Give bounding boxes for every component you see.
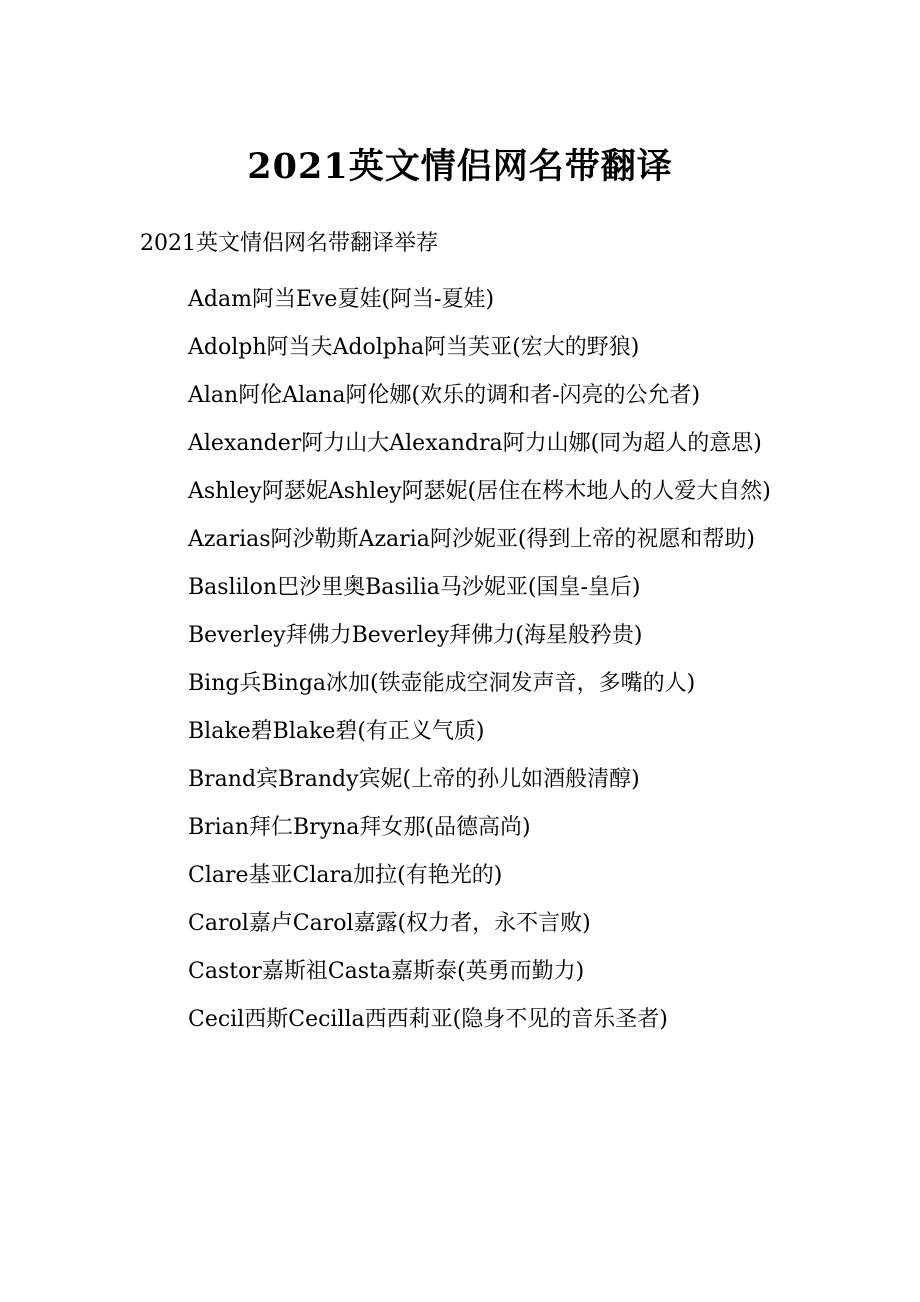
list-item: Ashley阿瑟妮Ashley阿瑟妮(居住在梣木地人的人爱大自然) <box>188 479 771 504</box>
list-item: Adolph阿当夫Adolpha阿当芙亚(宏大的野狼) <box>188 335 640 360</box>
list-item: Blake碧Blake碧(有正义气质) <box>188 719 485 744</box>
list-item: Brand宾Brandy宾妮(上帝的孙儿如酒般清醇) <box>188 767 640 792</box>
list-item: Baslilon巴沙里奥Basilia马沙妮亚(国皇-皇后) <box>188 575 641 600</box>
list-item: Bing兵Binga冰加(铁壶能成空洞发声音，多嘴的人) <box>188 671 696 696</box>
list-item: Castor嘉斯祖Casta嘉斯泰(英勇而勤力) <box>188 959 585 984</box>
list-item: Beverley拜佛力Beverley拜佛力(海星般矜贵) <box>188 623 643 648</box>
list-item: Clare基亚Clara加拉(有艳光的) <box>188 863 503 888</box>
list-item: Adam阿当Eve夏娃(阿当-夏娃) <box>188 287 495 312</box>
list-item: Cecil西斯Cecilla西西莉亚(隐身不见的音乐圣者) <box>188 1007 668 1032</box>
list-item: Alexander阿力山大Alexandra阿力山娜(同为超人的意思) <box>188 431 762 456</box>
list-item: Carol嘉卢Carol嘉露(权力者，永不言败) <box>188 911 591 936</box>
document-subtitle: 2021英文情侣网名带翻译举荐 <box>140 231 438 256</box>
list-item: Azarias阿沙勒斯Azaria阿沙妮亚(得到上帝的祝愿和帮助) <box>188 527 755 552</box>
list-item: Alan阿伦Alana阿伦娜(欢乐的调和者-闪亮的公允者) <box>188 383 701 408</box>
name-list <box>140 276 788 1044</box>
list-item: Brian拜仁Bryna拜女那(品德高尚) <box>188 815 531 840</box>
document-title: 2021英文情侣网名带翻译 <box>247 146 673 187</box>
